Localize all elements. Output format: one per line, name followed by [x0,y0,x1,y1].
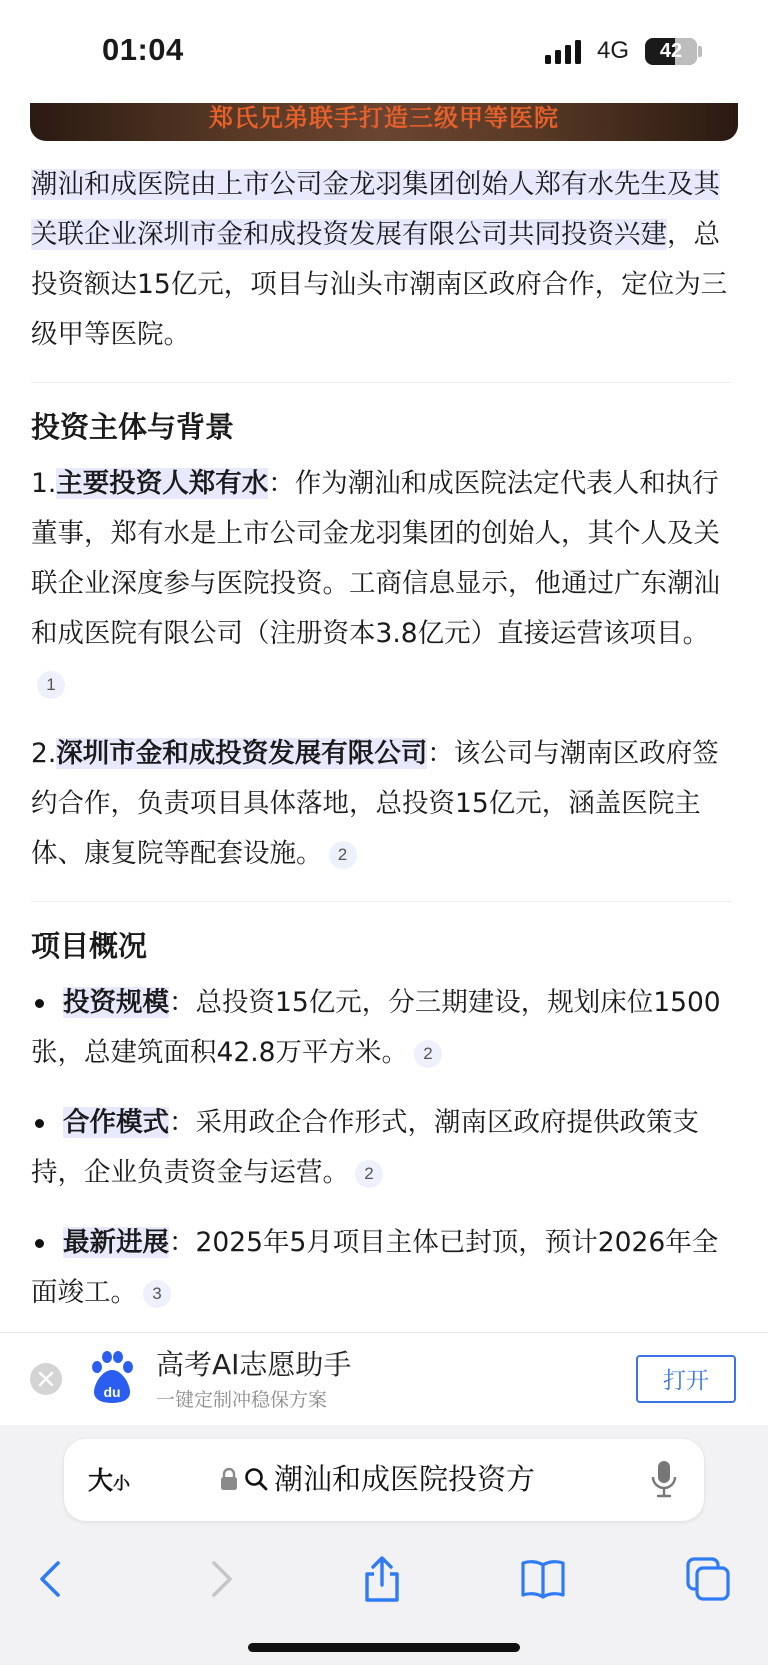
list-term: 主要投资人郑有水 [56,468,269,499]
colon: ： [427,738,454,769]
promo-subtitle: 一键定制冲稳保方案 [156,1389,328,1411]
tabs-icon[interactable] [684,1555,732,1603]
list-item [31,459,731,709]
intro-rest: ，总投资额达15亿元，项目与汕头市潮南区政府合作，定位为三级甲等医院。 [31,219,728,350]
citation-badge[interactable]: 3 [143,1280,171,1308]
url-text[interactable]: 潮汕和成医院投资方 [274,1462,536,1496]
status-time: 01:04 [102,32,184,67]
divider [31,382,731,383]
bullet [35,999,44,1008]
banner-caption: 郑氏兄弟联手打造三级甲等医院 [209,104,559,132]
network-type: 4G [597,37,630,64]
list-text: 该公司与潮南区政府签约合作，负责项目具体落地，总投资15亿元，涵盖医院主体、康复院等配套设施。 [31,738,719,869]
bullet [35,1119,44,1128]
list-item [31,1218,731,1318]
colon: ： [169,1107,196,1138]
bookmarks-icon[interactable] [519,1555,567,1603]
intro-paragraph [31,160,731,360]
list-term: 投资规模 [63,987,169,1018]
lock-icon [220,1467,238,1491]
share-icon[interactable] [358,1555,406,1603]
microphone-icon[interactable] [650,1459,678,1499]
list-item [31,1098,731,1198]
list-text: 2025年5月项目主体已封顶，预计2026年全面竣工。 [31,1227,719,1308]
article-banner-image [30,103,738,141]
app-promo-bar [0,1332,768,1425]
open-app-button[interactable]: 打开 [636,1355,736,1403]
article-body [31,160,731,1318]
divider [31,901,731,902]
address-bar[interactable] [64,1439,704,1521]
text-size-big: 大 [88,1466,114,1495]
battery-level: 42 [659,40,683,62]
section-title-investors: 投资主体与背景 [31,410,235,444]
list-term: 最新进展 [63,1227,169,1258]
list-term: 合作模式 [63,1107,169,1138]
list-item [31,729,731,879]
colon: ： [268,468,295,499]
browser-bottom-chrome [0,1425,768,1665]
bullet [35,1239,44,1248]
list-text: 总投资15亿元，分三期建设，规划床位1500张，总建筑面积42.8万平方米。 [31,987,721,1068]
back-icon[interactable] [28,1555,76,1603]
text-size-button[interactable] [88,1461,130,1497]
list-text: 采用政企合作形式，潮南区政府提供政策支持，企业负责资金与运营。 [31,1107,699,1188]
list-item [31,978,731,1078]
list-number: 1. [31,468,57,499]
list-text: 作为潮汕和成医院法定代表人和执行董事，郑有水是上市公司金龙羽集团的创始人，其个人及关联企业深度参与医院投资。工商信息显示，他通过广东潮汕和成医院有限公司（注册资本3.8亿元）直接运营该项目。 [31,468,720,649]
intro-highlight: 潮汕和成医院由上市公司金龙羽集团创始人郑有水先生及其关联企业深圳市金和成投资发展有限公司共同投资兴建 [31,169,720,250]
promo-title: 高考AI志愿助手 [156,1348,352,1381]
section-title-overview: 项目概况 [31,929,148,963]
forward-icon[interactable] [196,1555,244,1603]
list-term: 深圳市金和成投资发展有限公司 [56,738,428,769]
colon: ： [169,1227,196,1258]
citation-badge[interactable]: 2 [355,1160,383,1188]
svg-text:du: du [103,1384,121,1400]
text-size-small: 小 [113,1474,131,1494]
search-icon [244,1467,270,1493]
citation-badge[interactable]: 2 [414,1040,442,1068]
baidu-paw-icon [88,1350,136,1406]
close-promo-button[interactable] [30,1363,62,1395]
browser-toolbar [0,1545,768,1615]
close-icon [38,1371,54,1387]
citation-badge[interactable]: 2 [329,841,357,869]
home-indicator[interactable] [248,1643,520,1652]
signal-icon [545,40,585,64]
battery-icon [645,38,697,65]
list-number: 2. [31,738,57,769]
status-bar [0,0,768,100]
citation-badge[interactable]: 1 [37,671,65,699]
colon: ： [169,987,196,1018]
